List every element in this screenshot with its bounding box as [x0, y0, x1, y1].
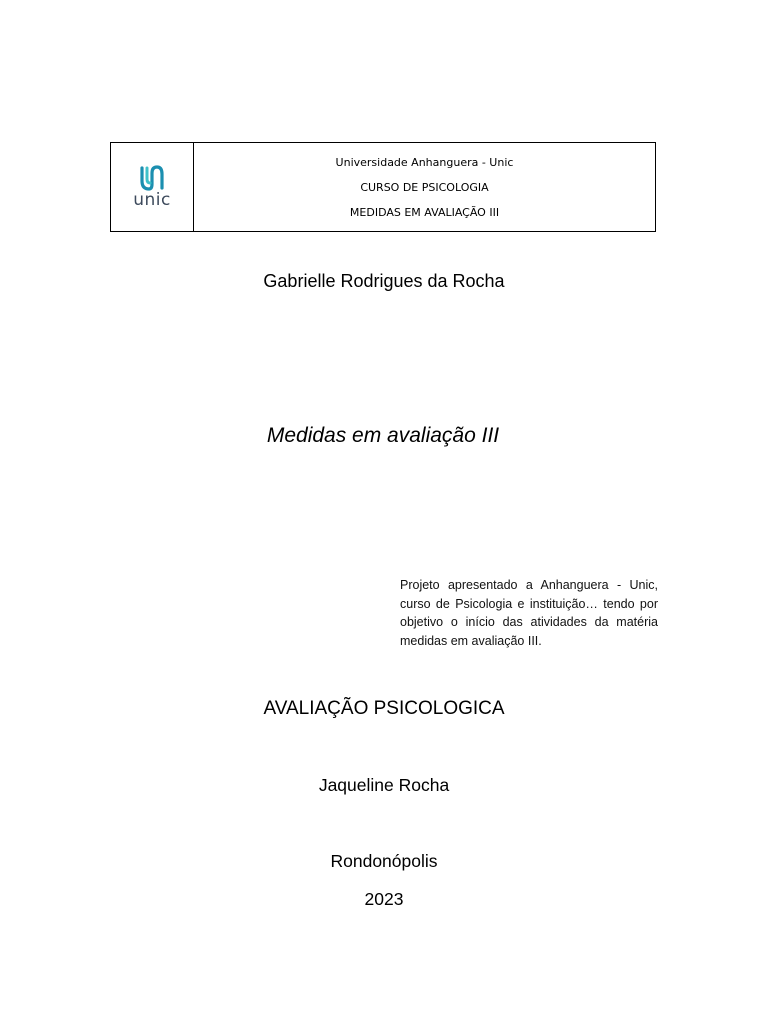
- advisor-name: Jaqueline Rocha: [318, 775, 450, 795]
- city-name: Rondonópolis: [330, 851, 438, 871]
- header-info: [194, 143, 655, 231]
- student-name: Gabrielle Rodrigues da Rocha: [263, 271, 505, 291]
- discipline-name: MEDIDAS EM AVALIAÇÃO III: [349, 205, 500, 219]
- year: 2023: [364, 889, 404, 909]
- header-table: [110, 142, 656, 232]
- logo-cell: [111, 143, 194, 231]
- university-name: Universidade Anhanguera - Unic: [335, 155, 514, 169]
- subject-title: Medidas em avaliação III: [266, 424, 500, 447]
- project-description: Projeto apresentado a Anhanguera - Unic, curso de Psicologia e instituição… tendo por objetivo o início das atividades da matéria medidas em avaliação III.: [400, 578, 658, 648]
- logo-text: unic: [133, 189, 171, 210]
- course-name: CURSO DE PSICOLOGIA: [360, 180, 489, 194]
- unic-wave-logo-icon: [139, 164, 165, 192]
- work-title: AVALIAÇÃO PSICOLOGICA: [263, 698, 505, 719]
